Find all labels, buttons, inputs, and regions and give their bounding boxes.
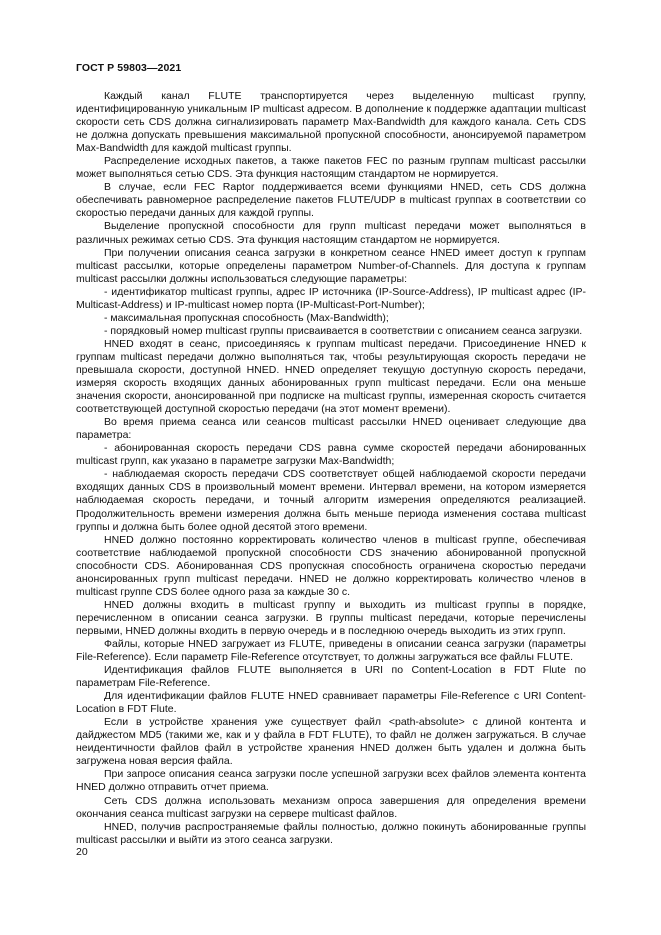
paragraph: Сеть CDS должна использовать механизм опроса завершения для определения времени окончания сеанса multicast загрузки на сервере multicast файлов. bbox=[76, 794, 586, 820]
list-item: - идентификатор multicast группы, адрес IP источника (IP-Source-Address), IP multicast адрес (IP-Multicast-Address) и IP-multicast номер порта (IP-Multicast-Port-Number); bbox=[76, 285, 586, 311]
paragraph: В случае, если FEC Raptor поддерживается всеми функциями HNED, сеть CDS должна обеспечивать равномерное распределение пакетов FLUTE/UDP в multicast группах в соответствии со скоростью передачи данных для каждой группы. bbox=[76, 181, 586, 220]
paragraph: Для идентификации файлов FLUTE HNED сравнивает параметры File-Reference с URI Content-Location в FDT Flute. bbox=[76, 690, 586, 716]
paragraph: Распределение исходных пакетов, а также пакетов FEC по разным группам multicast рассылки может выполняться сетью CDS. Эта функция настоящим стандартом не нормируется. bbox=[76, 155, 586, 181]
list-item: - наблюдаемая скорость передачи CDS соответствует общей наблюдаемой скорости передачи входящих данных CDS в произвольный момент времени. Интервал времени, на котором измеряется наблюдаемая скорость передачи, и точный алгоритм измерения определяются реализацией. Продолжительность времени измерения должна быть меньше периода изменения состава multicast группы и должна быть более одной десятой этого времени. bbox=[76, 468, 586, 533]
paragraph: При получении описания сеанса загрузки в конкретном сеансе HNED имеет доступ к группам multicast рассылки, которые определены параметром Number-of-Channels. Для доступа к группам multicast рассылки должны использоваться следующие параметры: bbox=[76, 246, 586, 285]
page-number: 20 bbox=[76, 846, 88, 858]
paragraph: Файлы, которые HNED загружает из FLUTE, приведены в описании сеанса загрузки (параметры File-Reference). Если параметр File-Reference отсутствует, то должны загружаться все файлы FLUTE. bbox=[76, 637, 586, 664]
list-item: - абонированная скорость передачи CDS равна сумме скоростей передачи абонированных multicast групп, как указано в параметре загрузки Max-Bandwidth; bbox=[76, 442, 586, 468]
paragraph: При запросе описания сеанса загрузки после успешной загрузки всех файлов элемента контента HNED должно отправить отчет приема. bbox=[76, 768, 586, 794]
paragraph: HNED должно постоянно корректировать количество членов в multicast группе, обеспечивая соответствие наблюдаемой пропускной способности CDS значению абонированной пропускной способности CDS. Абонированная CDS пропускная способность ограничена скоростью передачи анонсированных групп multicast передачи. HNED не должно корректировать количество членов в multicast группе CDS более одного раза за каждые 30 с. bbox=[76, 533, 586, 598]
paragraph: Выделение пропускной способности для групп multicast передачи может выполняться в различных режимах сетью CDS. Эта функция настоящим стандартом не нормируется. bbox=[76, 220, 586, 246]
paragraph: Во время приема сеанса или сеансов multicast рассылки HNED оценивает следующие два параметра: bbox=[76, 416, 586, 442]
paragraph: HNED должны входить в multicast группу и выходить из multicast группы в порядке, перечисленном в описании сеанса загрузки. В группы multicast передачи, которые перечислены первыми, HNED должны входить в первую очередь и в последнюю очередь выходить из этих групп. bbox=[76, 598, 586, 637]
paragraph: HNED входят в сеанс, присоединяясь к группам multicast передачи. Присоединение HNED к группам multicast передачи должно выполняться так, чтобы результирующая скорость передачи не превышала скорости, доступной HNED. HNED определяет текущую доступную скорость передачи, измеряя скорость входящих данных абонированных групп multicast передачи. Если она меньше значения скорости, анонсированной при подписке на multicast группы, измеренная скорость считается соответствующей доступной скоростью передачи (на этот момент времени). bbox=[76, 337, 586, 416]
page-header: ГОСТ Р 59803—2021 bbox=[76, 62, 182, 74]
paragraph: Идентификация файлов FLUTE выполняется в URI по Content-Location в FDT Flute по параметрам File-Reference. bbox=[76, 664, 586, 690]
list-item: - порядковый номер multicast группы присваивается в соответствии с описанием сеанса загрузки. bbox=[104, 324, 583, 337]
paragraph: Если в устройстве хранения уже существует файл <path-absolute> с длиной контента и дайджестом MD5 (такими же, как и у файла в FDT FLUTE), то файл не должен загружаться. В случае неидентичности файлов файл в устройстве хранения HNED должен быть удален и должна быть загружена новая версия файла. bbox=[76, 716, 586, 768]
list-item: - максимальная пропускная способность (Max-Bandwidth); bbox=[104, 311, 389, 324]
document-body bbox=[76, 90, 586, 847]
paragraph: Каждый канал FLUTE транспортируется через выделенную multicast группу, идентифицированную уникальным IP multicast адресом. В дополнение к поддержке адаптации multicast скорости сеть CDS должна сигнализировать параметр Max-Bandwidth для каждого канала. Сеть CDS не должна допускать превышения максимальной пропускной способности, анонсируемой параметром Max-Bandwidth для каждой multicast группы. bbox=[76, 90, 586, 155]
paragraph: HNED, получив распространяемые файлы полностью, должно покинуть абонированные группы multicast рассылки и выйти из этого сеанса загрузки. bbox=[76, 820, 586, 846]
